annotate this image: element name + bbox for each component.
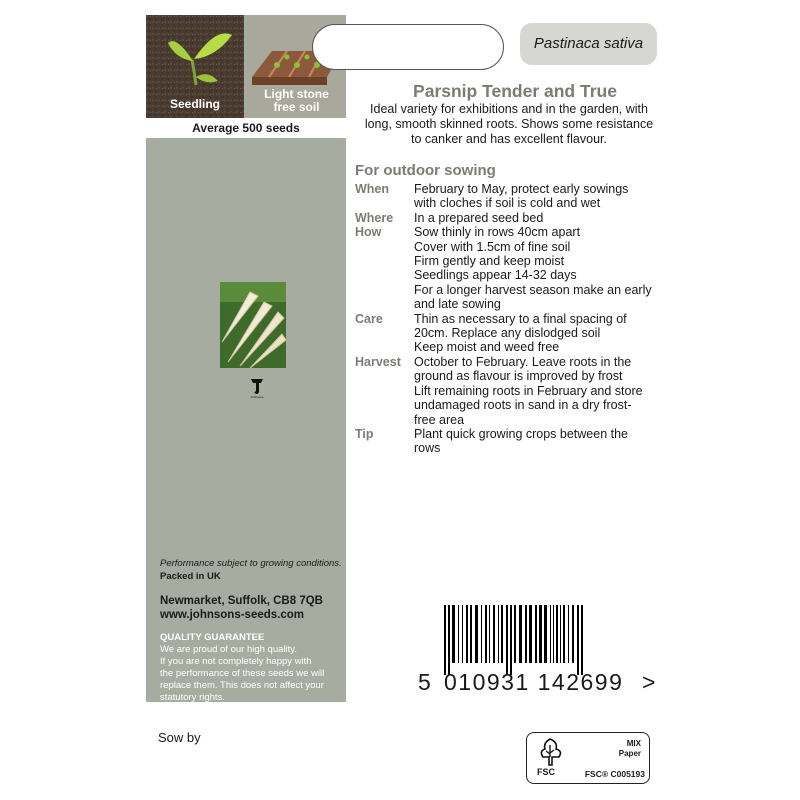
barcode-first-digit: 5 [418,669,432,695]
sowing-instructions [355,182,665,456]
fsc-badge [526,732,650,784]
sowing-row-how [355,225,665,311]
barcode-bar [481,605,482,663]
address: Newmarket, Suffolk, CB8 7QB www.johnsons-seeds.com [160,594,344,622]
barcode-bar [519,605,522,663]
barcode-bar [572,605,574,663]
sowing-row-care [355,312,665,355]
fsc-mix: MIX Paper [618,739,641,758]
row-label: How [355,225,382,240]
barcode-bar [493,605,495,663]
svg-text:Johnsons: Johnsons [250,395,264,399]
info-block [160,558,344,704]
barcode-bar [553,605,554,663]
barcode-bar [529,605,532,663]
sowing-row-tip [355,427,665,456]
barcode-bar [550,605,551,663]
fsc-license: FSC® C005193 [584,769,645,779]
row-label: Where [355,210,394,225]
row-label: Harvest [355,354,401,369]
seed-count: Average 500 seeds [146,118,346,138]
website-link[interactable]: www.johnsons-seeds.com [160,609,304,621]
product-description: Ideal variety for exhibitions and in the garden, with long, smooth skinned roots. Shows some resistance to canker and has excellent flavour. [364,102,654,146]
barcode-bar [510,605,512,675]
fsc-tree-icon [535,737,565,767]
seedling-tile [146,15,244,118]
barcode-bar [514,605,516,663]
row-text: February to May, protect early sowings with cloches if soil is cold and wet [414,182,629,211]
left-panel [146,15,346,702]
barcode-bar [466,605,468,663]
barcode-bar [568,605,569,663]
barcode-bar [470,605,472,663]
packed-in: Packed in UK [160,571,221,582]
barcode-bar [462,605,463,663]
sowing-row-where [355,211,665,225]
barcode-bar [489,605,490,663]
sowing-row-harvest [355,355,665,427]
seedling-label: Seedling [169,97,220,111]
product-title: Parsnip Tender and True [413,81,617,101]
row-text: Sow thinly in rows 40cm apart Cover with 1.5cm of fine soil Firm gently and keep moist Seedlings appear 14-32 days For a longer harvest season make an early and late sowing [414,225,652,312]
sowing-row-when [355,182,665,211]
barcode-bar [452,605,455,663]
parsnip-photo [220,282,286,368]
barcode [418,605,658,697]
barcode-bar [525,605,527,663]
row-text: Plant quick growing crops between the rows [414,426,629,456]
barcode-digits: 010931 142699 [444,669,624,695]
barcode-bar [560,605,561,663]
sow-by-date-box [312,24,504,70]
soil-label: Light stone free soil [264,87,329,114]
row-label: Tip [355,426,374,441]
performance-note: Performance subject to growing conditions. [160,558,342,569]
barcode-bar [485,605,487,663]
sowing-subheading: For outdoor sowing [355,162,496,179]
quality-guarantee-title: QUALITY GUARANTEE [160,632,265,643]
barcode-bar [444,605,446,675]
barcode-bars [444,605,640,675]
barcode-bar [544,605,547,663]
latin-name: Pastinaca sativa [520,23,657,65]
barcode-bar [448,605,450,675]
barcode-bar [535,605,537,663]
barcode-bar [577,605,579,675]
fsc-word: FSC [537,767,555,777]
barcode-bar [539,605,542,663]
barcode-bar [498,605,499,663]
barcode-bar [563,605,565,663]
row-text: October to February. Leave roots in the ground as flavour is improved by frost Lift remaining roots in February and store undamaged roots in sand in a dry frost- free area [414,354,643,427]
johnsons-logo [247,377,267,399]
barcode-bar [501,605,503,663]
row-label: When [355,182,390,196]
sow-by-label: Sow by [158,730,201,745]
barcode-bar [458,605,459,663]
quality-guarantee-text: We are proud of our high quality. If you are not completely happy with the performance of these seeds we will replace them. This does not affect your statutory rights. [160,644,325,703]
barcode-bar [506,605,508,675]
row-text: Thin as necessary to a final spacing of 20cm. Replace any dislodged soil Keep moist and weed free [414,311,627,355]
barcode-bar [581,605,583,675]
barcode-chevron: > [642,669,656,695]
barcode-bar [556,605,558,663]
barcode-bar [475,605,478,663]
row-text: In a prepared seed bed [414,210,544,225]
row-label: Care [355,311,383,326]
